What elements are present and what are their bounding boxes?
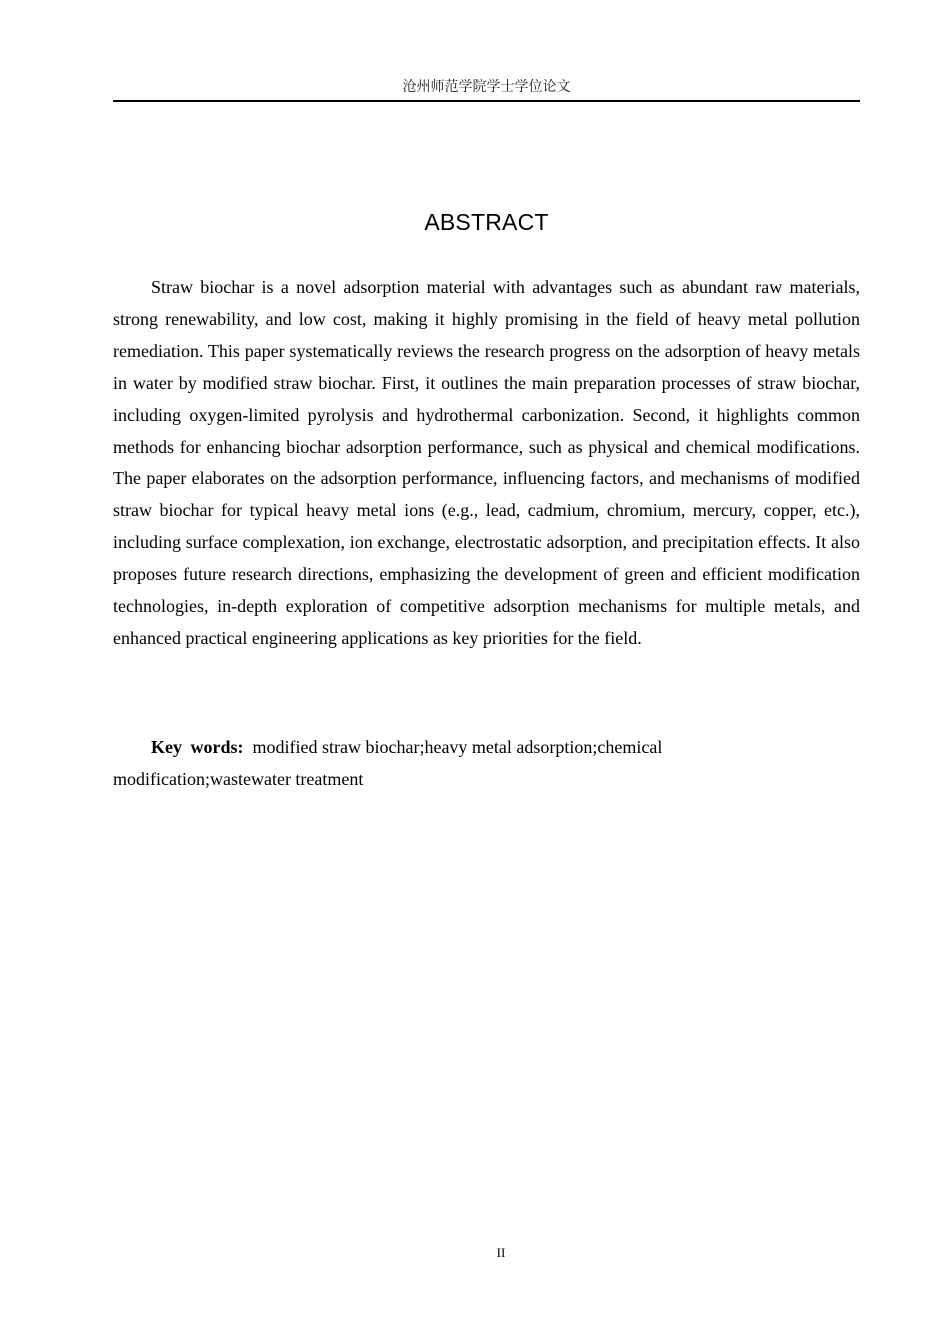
keywords-text: modified straw biochar;heavy metal adsorption;chemical modification;wastewater treatment	[113, 737, 663, 789]
header-rule	[113, 100, 860, 102]
abstract-heading: ABSTRACT	[424, 209, 549, 235]
running-header: 沧州师范学院学士学位论文	[402, 79, 571, 95]
keywords-label: Key words:	[151, 737, 244, 757]
abstract-body: Straw biochar is a novel adsorption material with advantages such as abundant raw materials, strong renewability, and low cost, making it highly promising in the field of heavy metal pollution remediation. This paper systematically reviews the research progress on the adsorption of heavy metals in water by modified straw biochar. First, it outlines the main preparation processes of straw biochar, including oxygen-limited pyrolysis and hydrothermal carbonization. Second, it highlights common methods for enhancing biochar adsorption performance, such as physical and chemical modifications. The paper elaborates on the adsorption performance, influencing factors, and mechanisms of modified straw biochar for typical heavy metal ions (e.g., lead, cadmium, chromium, mercury, copper, etc.), including surface complexation, ion exchange, electrostatic adsorption, and precipitation effects. It also proposes future research directions, emphasizing the development of green and efficient modification technologies, in-depth exploration of competitive adsorption mechanisms for multiple metals, and enhanced practical engineering applications as key priorities for the field.	[113, 277, 860, 648]
keywords-paragraph	[113, 731, 713, 795]
page-number: II	[496, 1245, 506, 1260]
